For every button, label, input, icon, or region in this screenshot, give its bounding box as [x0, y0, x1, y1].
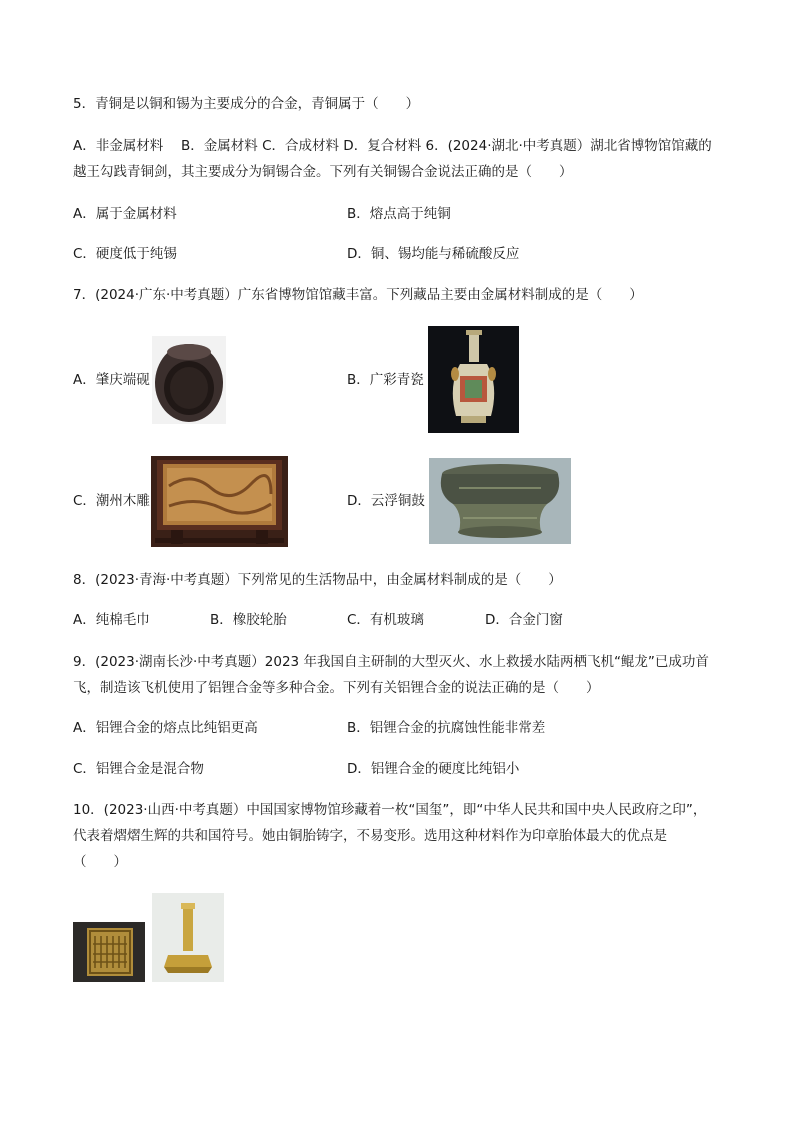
porcelain-vase-image — [428, 326, 519, 433]
q8-option-c[interactable]: C．有机玻璃 — [347, 612, 424, 628]
q6-option-d[interactable]: D．铜、锡均能与稀硫酸反应 — [347, 246, 520, 262]
q8-option-a[interactable]: A．纯棉毛巾 — [73, 612, 150, 628]
q8-stem: 8．(2023·青海·中考真题）下列常见的生活物品中，由金属材料制成的是（ ） — [73, 572, 562, 588]
q7-option-a[interactable]: A．肇庆端砚 — [73, 372, 150, 388]
q10-stem-line1: 10．(2023·山西·中考真题）中国国家博物馆珍藏着一枚“国玺”，即“中华人民共和国中央人民政府之印”， — [73, 802, 707, 818]
bronze-drum-image — [429, 458, 571, 544]
q8-option-b[interactable]: B．橡胶轮胎 — [210, 612, 287, 628]
q9-option-c[interactable]: C．铝锂合金是混合物 — [73, 761, 204, 777]
seal-imprint-image — [73, 922, 145, 982]
q6-option-b[interactable]: B．熔点高于纯铜 — [347, 206, 451, 222]
q6-option-c[interactable]: C．硬度低于纯锡 — [73, 246, 177, 262]
q7-option-c[interactable]: C．潮州木雕 — [73, 493, 150, 509]
q10-stem-line2: 代表着熠熠生辉的共和国符号。她由铜胎铸字，不易变形。选用这种材料作为印章胎体最大的优点是 — [73, 828, 667, 844]
q5-options: A．非金属材料 B．金属材料 C．合成材料 D．复合材料 6．(2024·湖北·中考真题）湖北省博物馆馆藏的 — [73, 138, 712, 154]
q7-option-d[interactable]: D．云浮铜鼓 — [347, 493, 425, 509]
q9-stem-line1: 9．(2023·湖南长沙·中考真题）2023 年我国自主研制的大型灭火、水上救援水陆两栖飞机“鲲龙”已成功首 — [73, 654, 709, 670]
q5-stem: 5．青铜是以铜和锡为主要成分的合金，青铜属于（ ） — [73, 96, 420, 112]
q9-stem-line2: 飞，制造该飞机使用了铝锂合金等多种合金。下列有关铝锂合金的说法正确的是（ ） — [73, 680, 600, 696]
q9-option-a[interactable]: A．铝锂合金的熔点比纯铝更高 — [73, 720, 258, 736]
q7-option-b[interactable]: B．广彩青瓷 — [347, 372, 424, 388]
q9-option-d[interactable]: D．铝锂合金的硬度比纯铝小 — [347, 761, 520, 777]
q8-option-d[interactable]: D．合金门窗 — [485, 612, 563, 628]
q6-option-a[interactable]: A．属于金属材料 — [73, 206, 177, 222]
q6-stem-continued: 越王勾践青铜剑，其主要成分为铜锡合金。下列有关铜锡合金说法正确的是（ ） — [73, 164, 573, 180]
q9-option-b[interactable]: B．铝锂合金的抗腐蚀性能非常差 — [347, 720, 546, 736]
wood-carving-image — [151, 456, 288, 547]
inkstone-image — [152, 336, 226, 424]
q7-stem: 7．(2024·广东·中考真题）广东省博物馆馆藏丰富。下列藏品主要由金属材料制成的是（ ） — [73, 287, 643, 303]
seal-image — [152, 893, 224, 982]
q10-stem-line3: （ ） — [73, 854, 127, 870]
